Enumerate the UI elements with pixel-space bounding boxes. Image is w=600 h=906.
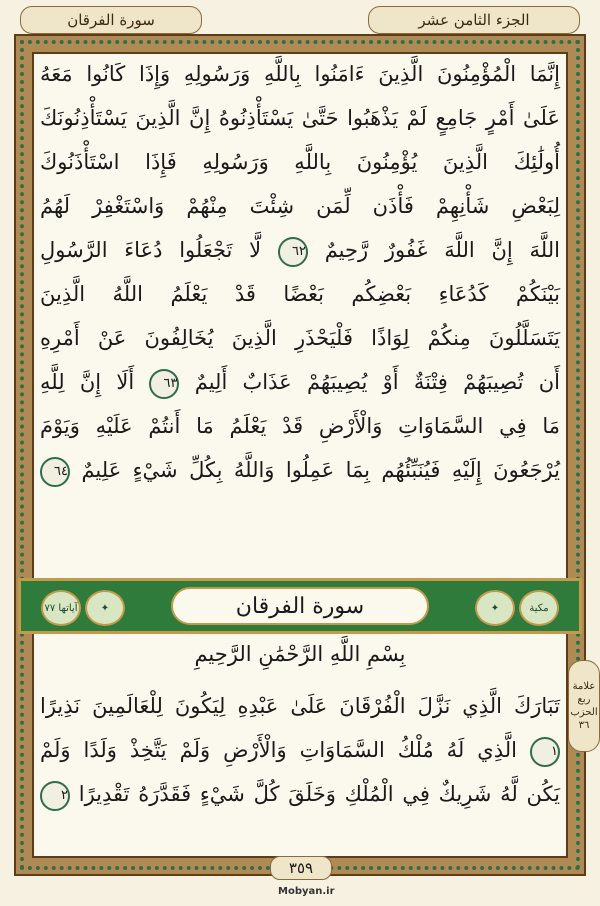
verse-line-9: مَا فِي السَّمَاوَاتِ وَالْأَرْضِ قَدْ يَعْلَمُ مَا أَنتُمْ عَلَيْهِ وَيَوْمَ bbox=[40, 414, 560, 438]
revelation-medallion: مكية bbox=[519, 590, 559, 626]
surah-title: سورة الفرقان bbox=[171, 587, 429, 625]
star-icon: ✦ bbox=[475, 590, 515, 626]
ayah-marker: ٦٢ bbox=[278, 237, 308, 267]
page-number: ٣٥٩ bbox=[270, 856, 332, 880]
verse-line-8: أَن تُصِيبَهُمْ فِتْنَةٌ أَوْ يُصِيبَهُمْ عَذَابٌ أَلِيمٌ ٦٣ أَلَا إِنَّ لِلَّهِ bbox=[40, 360, 560, 404]
watermark: Mobyan.ir bbox=[278, 886, 335, 897]
verse-line-12: ١ الَّذِي لَهُ مُلْكُ السَّمَاوَاتِ وَالْأَرْضِ وَلَمْ يَتَّخِذْ وَلَدًا وَلَمْ bbox=[40, 728, 560, 772]
verse-line-3: أُولَٰئِكَ الَّذِينَ يُؤْمِنُونَ بِاللَّهِ وَرَسُولِهِ فَإِذَا اسْتَأْذَنُوكَ bbox=[40, 150, 560, 174]
ayah-marker: ٦٤ bbox=[40, 457, 70, 487]
basmala: بِسْمِ اللَّهِ الرَّحْمَٰنِ الرَّحِيمِ bbox=[194, 642, 406, 666]
verse-line-13: يَكُن لَّهُ شَرِيكٌ فِي الْمُلْكِ وَخَلَقَ كُلَّ شَيْءٍ فَقَدَّرَهُ تَقْدِيرًا ٢ bbox=[40, 772, 560, 816]
verse-line-10: يُرْجَعُونَ إِلَيْهِ فَيُنَبِّئُهُم بِمَا عَمِلُوا وَاللَّهُ بِكُلِّ شَيْءٍ عَلِيمٌ ٦٤ bbox=[40, 448, 560, 492]
ayah-count-medallion: آياتها ٧٧ bbox=[41, 590, 81, 626]
verse-line-1: إِنَّمَا الْمُؤْمِنُونَ الَّذِينَ ءَامَنُوا بِاللَّهِ وَرَسُولِهِ وَإِذَا كَانُوا مَعَهُ bbox=[40, 62, 560, 86]
verse-line-5: اللَّهَ إِنَّ اللَّهَ غَفُورٌ رَّحِيمٌ ٦٢ لَّا تَجْعَلُوا دُعَاءَ الرَّسُولِ bbox=[40, 228, 560, 272]
star-icon: ✦ bbox=[85, 590, 125, 626]
text-area-lower bbox=[34, 684, 566, 834]
verse-line-11: تَبَارَكَ الَّذِي نَزَّلَ الْفُرْقَانَ عَلَىٰ عَبْدِهِ لِيَكُونَ لِلْعَالَمِينَ نَذِيرًا bbox=[40, 694, 560, 718]
hizb-marker: علامة ربع الحزب ٣٦ bbox=[568, 660, 600, 752]
surah-banner bbox=[18, 578, 582, 634]
juz-header: الجزء الثامن عشر bbox=[368, 6, 580, 34]
verse-line-2: عَلَىٰ أَمْرٍ جَامِعٍ لَمْ يَذْهَبُوا حَتَّىٰ يَسْتَأْذِنُوهُ إِنَّ الَّذِينَ يَسْتَأْذِنُونَكَ bbox=[40, 106, 560, 130]
verse-line-7: يَتَسَلَّلُونَ مِنكُمْ لِوَاذًا فَلْيَحْذَرِ الَّذِينَ يُخَالِفُونَ عَنْ أَمْرِهِ bbox=[40, 326, 560, 350]
ayah-marker: ٢ bbox=[40, 781, 70, 811]
ayah-marker: ١ bbox=[530, 737, 560, 767]
surah-header: سورة الفرقان bbox=[20, 6, 202, 34]
verse-line-6: بَيْنَكُمْ كَدُعَاءِ بَعْضِكُم بَعْضًا قَدْ يَعْلَمُ اللَّهُ الَّذِينَ bbox=[40, 282, 560, 306]
verse-line-4: لِبَعْضِ شَأْنِهِمْ فَأْذَن لِّمَن شِئْتَ مِنْهُمْ وَاسْتَغْفِرْ لَهُمُ bbox=[40, 194, 560, 218]
ayah-marker: ٦٣ bbox=[149, 369, 179, 399]
